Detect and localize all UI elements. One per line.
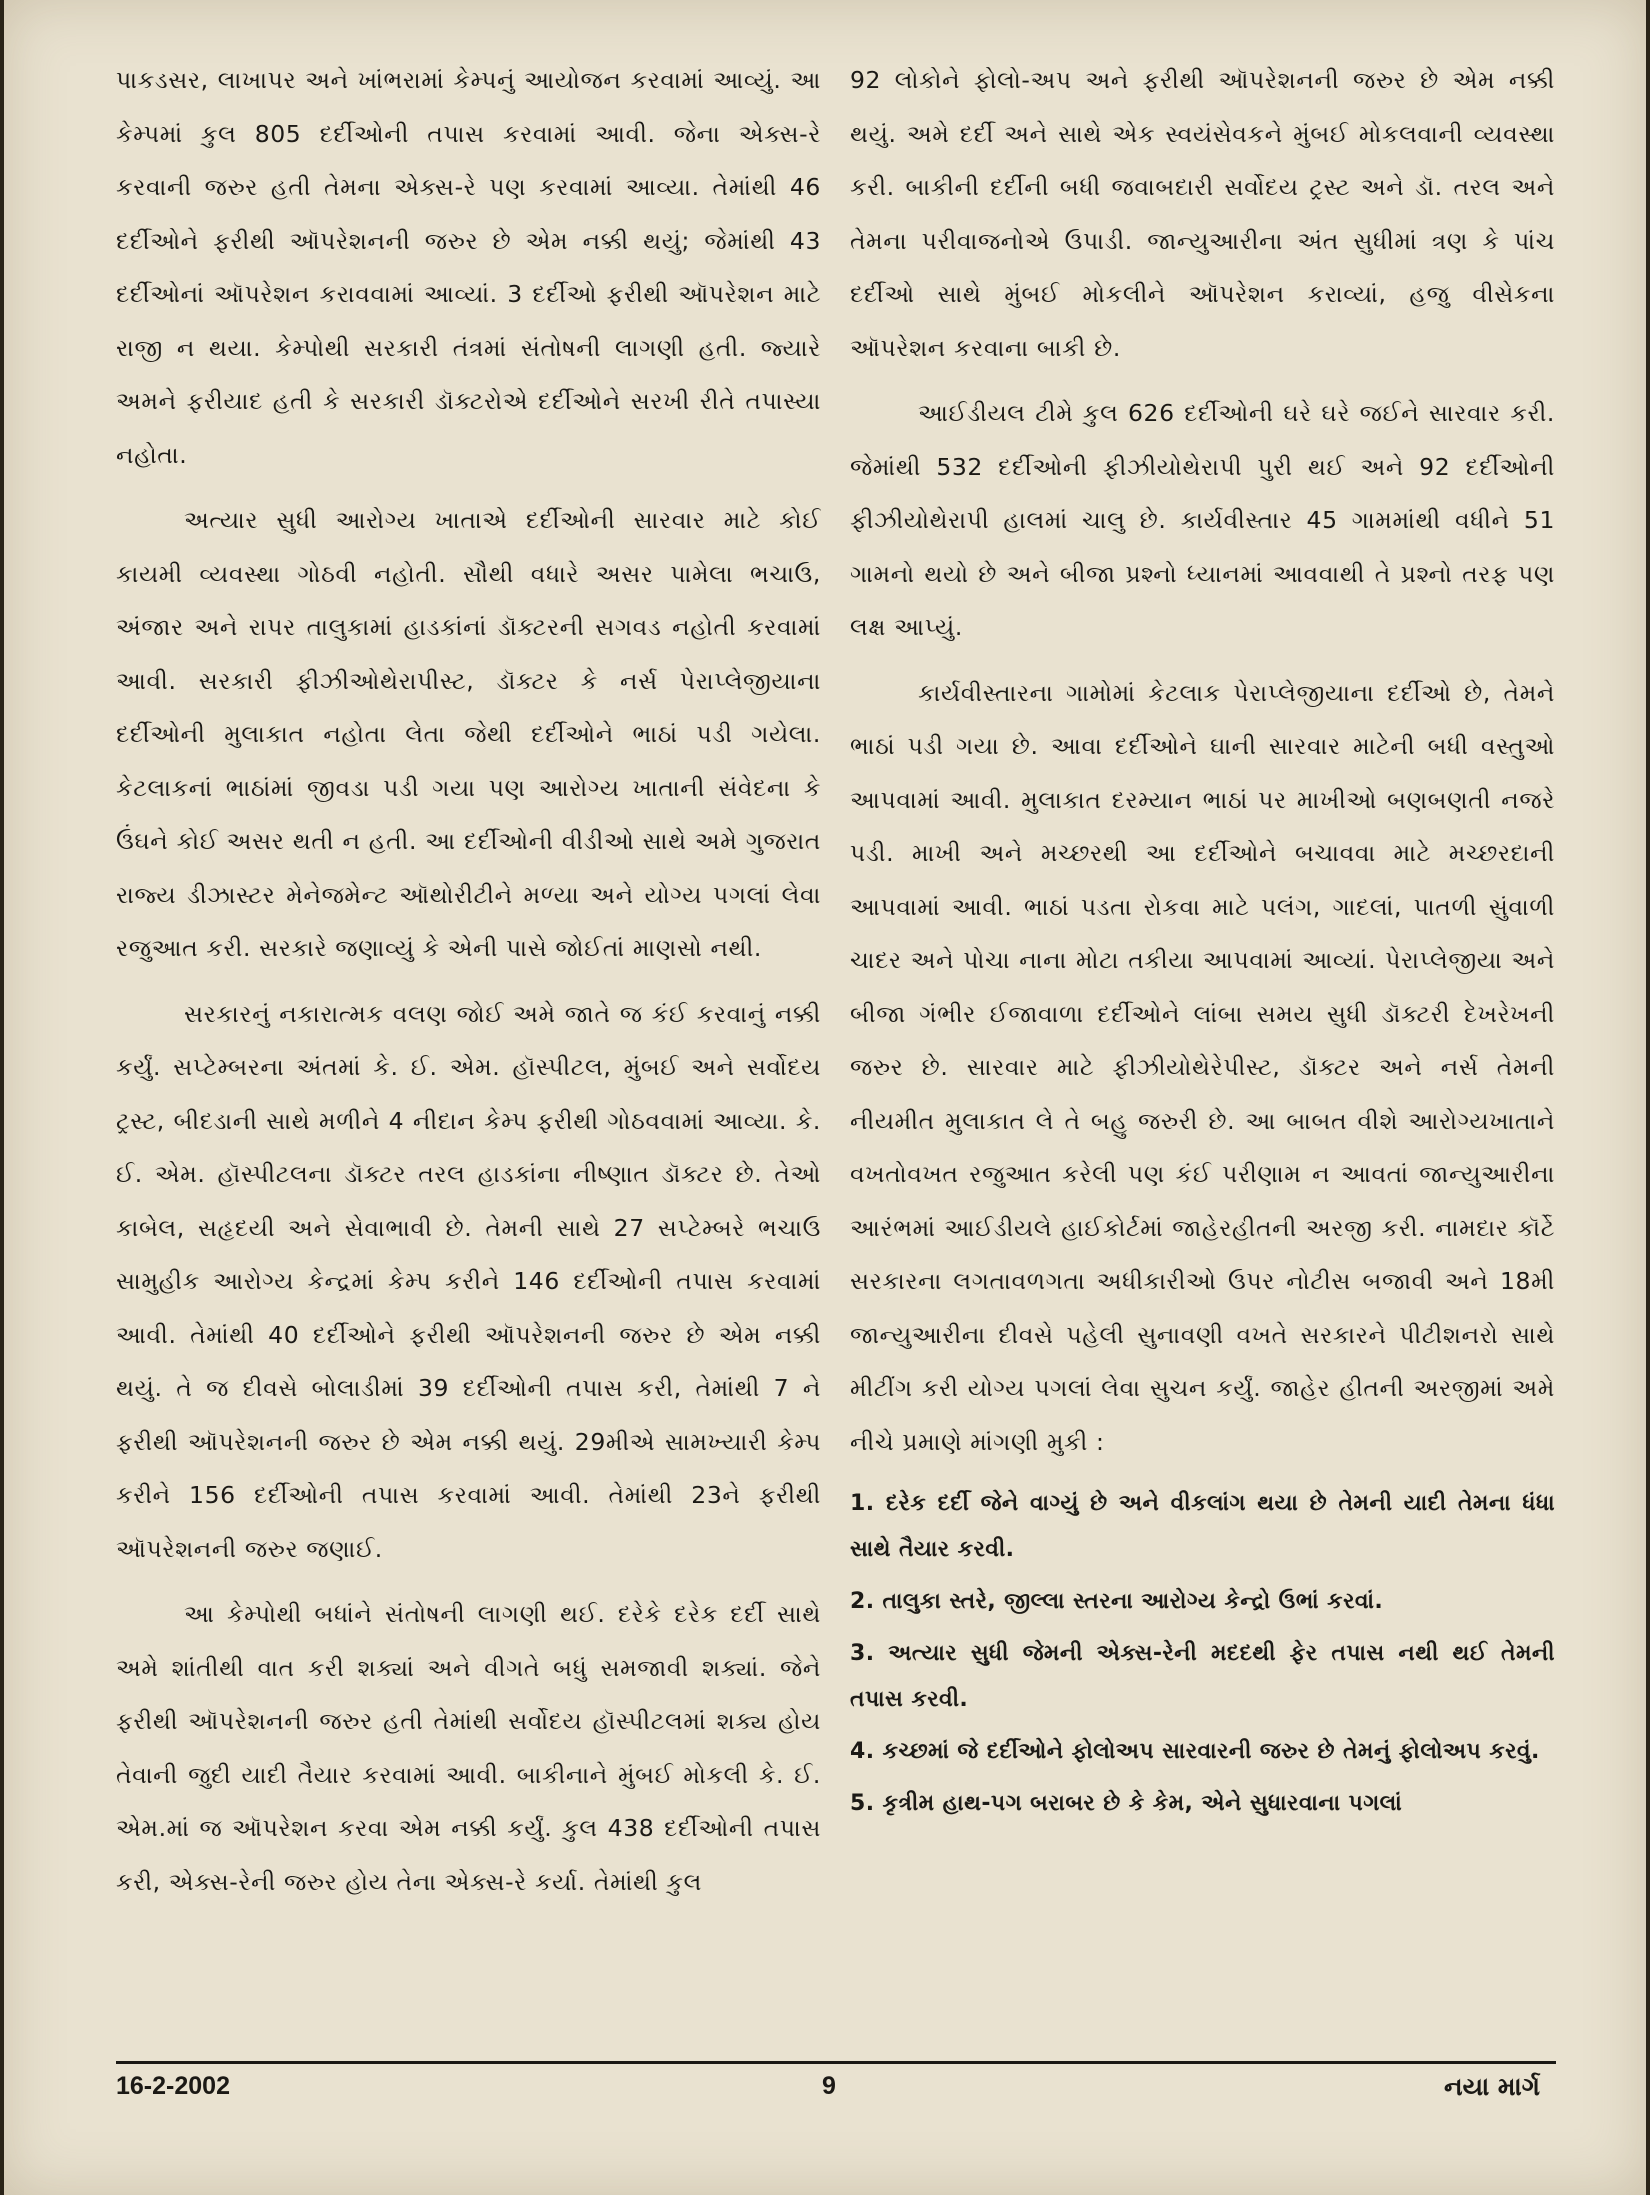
footer-date: 16-2-2002 [116,2072,230,2100]
right-column [850,54,1555,1833]
paragraph: 92 લોકોને ફોલો-અપ અને ફરીથી ઑપરેશનની જરુર છે એમ નક્કી થયું. અમે દર્દી અને સાથે એક સ્વયંસેવકને મુંબઈ મોકલવાની વ્યવસ્થા કરી. બાકીની દર્દીની બધી જવાબદારી સર્વોદય ટ્રસ્ટ અને ડૉ. તરલ અને તેમના પરીવાજનોએ ઉપાડી. જાન્યુઆરીના અંત સુધીમાં ત્રણ કે પાંચ દર્દીઓ સાથે મુંબઈ મોકલીને ઑપરેશન કરાવ્યાં, હજુ વીસેકના ઑપરેશન કરવાના બાકી છે. [850,66,1555,362]
list-item: 1. દરેક દર્દી જેને વાગ્યું છે અને વીકલાંગ થયા છે તેમની યાદી તેમના ધંધા સાથે તૈયાર કરવી. [850,1491,1555,1562]
paragraph: આ કેમ્પોથી બધાંને સંતોષની લાગણી થઈ. દરેકે દરેક દર્દી સાથે અમે શાંતીથી વાત કરી શક્યાં અને વીગતે બધું સમજાવી શક્યાં. જેને ફરીથી ઑપરેશનની જરુર હતી તેમાંથી સર્વોદય હૉસ્પીટલમાં શક્ય હોય તેવાની જુદી યાદી તૈયાર કરવામાં આવી. બાકીનાને મુંબઈ મોકલી કે. ઈ. એમ.માં જ ઑપરેશન કરવા એમ નક્કી કર્યું. કુલ 438 દર્દીઓની તપાસ કરી, એક્સ-રેની જરુર હોય તેના એક્સ-રે કર્યા. તેમાંથી કુલ [116,1600,821,1896]
list-item: 4. કચ્છમાં જે દર્દીઓને ફોલોઅપ સારવારની જરુર છે તેમનું ફોલોઅપ કરવું. [850,1739,1540,1764]
publication-name: નયા માર્ગ [1444,2072,1540,2101]
list-item: 2. તાલુકા સ્તરે, જીલ્લા સ્તરના આરોગ્ય કેન્દ્રો ઉભાં કરવાં. [850,1589,1384,1614]
paragraph: કાર્યવીસ્તારના ગામોમાં કેટલાક પેરાપ્લેજીયાના દર્દીઓ છે, તેમને ભાઠાં પડી ગયા છે. આવા દર્દીઓને ઘાની સારવાર માટેની બધી વસ્તુઓ આપવામાં આવી. મુલાકાત દરમ્યાન ભાઠાં પર માખીઓ બણબણતી નજરે પડી. માખી અને મચ્છરથી આ દર્દીઓને બચાવવા માટે મચ્છરદાની આપવામાં આવી. ભાઠાં પડતા રોકવા માટે પલંગ, ગાદલાં, પાતળી સુંવાળી ચાદર અને પોચા નાના મોટા તકીયા આપવામાં આવ્યાં. પેરાપ્લેજીયા અને બીજા ગંભીર ઈજાવાળા દર્દીઓને લાંબા સમય સુધી ડૉક્ટરી દેખરેખની જરુર છે. સારવાર માટે ફીઝીયોથેરેપીસ્ટ, ડૉક્ટર અને નર્સ તેમની નીયમીત મુલાકાત લે તે બહુ જરુરી છે. આ બાબત વીશે આરોગ્યખાતાને વખતોવખત રજુઆત કરેલી પણ કંઈ પરીણામ ન આવતાં જાન્યુઆરીના આરંભમાં આઈડીયલે હાઈકોર્ટમાં જાહેરહીતની અરજી કરી. નામદાર કૉર્ટે સરકારના લગતાવળગતા અધીકારીઓ ઉપર નોટીસ બજાવી અને 18મી જાન્યુઆરીના દીવસે પહેલી સુનાવણી વખતે સરકારને પીટીશનરો સાથે મીટીંગ કરી યોગ્ય પગલાં લેવા સુચન કર્યું. જાહેર હીતની અરજીમાં અમે નીચે પ્રમાણે માંગણી મુકી : [850,678,1555,1456]
footer-divider [116,2061,1556,2064]
magazine-page [4,0,1646,2195]
paragraph: સરકારનું નકારાત્મક વલણ જોઈ અમે જાતે જ કંઈ કરવાનું નક્કી કર્યું. સપ્ટેમ્બરના અંતમાં કે. ઈ. એમ. હૉસ્પીટલ, મુંબઈ અને સર્વોદય ટ્રસ્ટ, બીદડાની સાથે મળીને 4 નીદાન કેમ્પ ફરીથી ગોઠવવામાં આવ્યા. કે. ઈ. એમ. હૉસ્પીટલના ડૉક્ટર તરલ હાડકાંના નીષ્ણાત ડૉક્ટર છે. તેઓ કાબેલ, સહૃદયી અને સેવાભાવી છે. તેમની સાથે 27 સપ્ટેમ્બરે ભચાઉ સામુહીક આરોગ્ય કેન્દ્રમાં કેમ્પ કરીને 146 દર્દીઓની તપાસ કરવામાં આવી. તેમાંથી 40 દર્દીઓને ફરીથી ઑપરેશનની જરુર છે એમ નક્કી થયું. તે જ દીવસે બોલાડીમાં 39 દર્દીઓની તપાસ કરી, તેમાંથી 7 ને ફરીથી ઑપરેશનની જરુર છે એમ નક્કી થયું. 29મીએ સામખ્યારી કેમ્પ કરીને 156 દર્દીઓની તપાસ કરવામાં આવી. તેમાંથી 23ને ફરીથી ઑપરેશનની જરુર જણાઈ. [116,999,821,1563]
paragraph: આઈડીયલ ટીમે કુલ 626 દર્દીઓની ઘરે ઘરે જઈને સારવાર કરી. જેમાંથી 532 દર્દીઓની ફીઝીયોથેરાપી પુરી થઈ અને 92 દર્દીઓની ફીઝીયોથેરાપી હાલમાં ચાલુ છે. કાર્યવીસ્તાર 45 ગામમાંથી વધીને 51 ગામનો થયો છે અને બીજા પ્રશ્નો ધ્યાનમાં આવવાથી તે પ્રશ્નો તરફ પણ લક્ષ આપ્યું. [850,399,1555,641]
page-number: 9 [822,2072,836,2100]
paragraph: અત્યાર સુધી આરોગ્ય ખાતાએ દર્દીઓની સારવાર માટે કોઈ કાયમી વ્યવસ્થા ગોઠવી નહોતી. સૌથી વધારે અસર પામેલા ભચાઉ, અંજાર અને રાપર તાલુકામાં હાડકાંનાં ડૉક્ટરની સગવડ નહોતી કરવામાં આવી. સરકારી ફીઝીઓથેરાપીસ્ટ, ડૉક્ટર કે નર્સ પેરાપ્લેજીયાના દર્દીઓની મુલાકાત નહોતા લેતા જેથી દર્દીઓને ભાઠાં પડી ગયેલા. કેટલાકનાં ભાઠાંમાં જીવડા પડી ગયા પણ આરોગ્ય ખાતાની સંવેદના કે ઉંઘને કોઈ અસર થતી ન હતી. આ દર્દીઓની વીડીઓ સાથે અમે ગુજરાત રાજ્ય ડીઝાસ્ટર મેનેજમેન્ટ ઑથોરીટીને મળ્યા અને યોગ્ય પગલાં લેવા રજુઆત કરી. સરકારે જણાવ્યું કે એની પાસે જોઈતાં માણસો નથી. [116,506,821,962]
left-column [116,54,821,1921]
paragraph: પાકડસર, લાખાપર અને ખાંભરામાં કેમ્પનું આયોજન કરવામાં આવ્યું. આ કેમ્પમાં કુલ 805 દર્દીઓની તપાસ કરવામાં આવી. જેના એક્સ-રે કરવાની જરુર હતી તેમના એક્સ-રે પણ કરવામાં આવ્યા. તેમાંથી 46 દર્દીઓને ફરીથી ઑપરેશનની જરુર છે એમ નક્કી થયું; જેમાંથી 43 દર્દીઓનાં ઑપરેશન કરાવવામાં આવ્યાં. 3 દર્દીઓ ફરીથી ઑપરેશન માટે રાજી ન થયા. કેમ્પોથી સરકારી તંત્રમાં સંતોષની લાગણી હતી. જ્યારે અમને ફરીયાદ હતી કે સરકારી ડૉક્ટરોએ દર્દીઓને સરખી રીતે તપાસ્યા નહોતા. [116,66,821,469]
list-item: 5. કૃત્રીમ હાથ-પગ બરાબર છે કે કેમ, એને સુધારવાના પગલાં [850,1791,1403,1816]
list-item: 3. અત્યાર સુધી જેમની એક્સ-રેની મદદથી ફેર તપાસ નથી થઈ તેમની તપાસ કરવી. [850,1641,1555,1712]
demands-list [850,1481,1555,1827]
